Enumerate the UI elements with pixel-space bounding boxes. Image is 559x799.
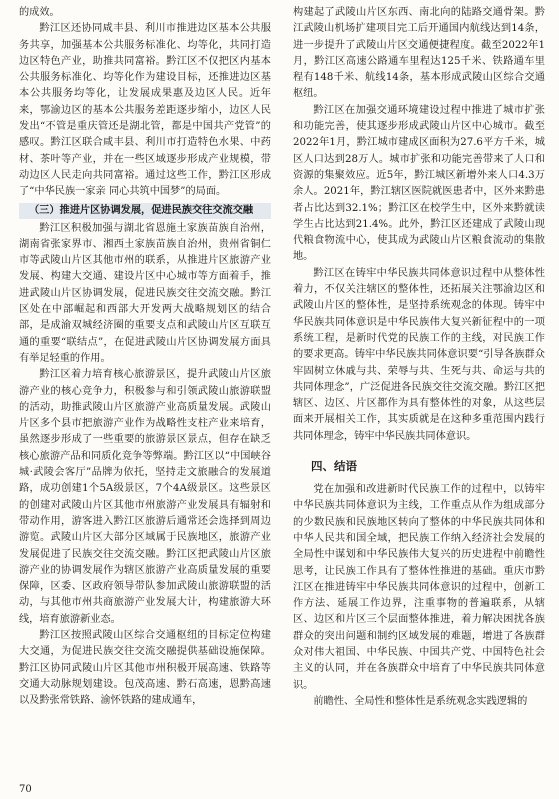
subsection-heading: （三）推进片区协调发展，促进民族交往交流交融 xyxy=(19,203,271,219)
paragraph: 黔江区着力培育核心旅游景区，提升武陵山片区旅游产业的核心竞争力，积极参与和引领武陵山旅游联盟的活动，助推武陵山片区旅游产业高质量发展。武陵山片区多个县市把旅游产业作为战略性支柱产业来培育，虽然逐步形成了一些重要的旅游景区景点，但存在缺乏核心旅游产品和同质化竞争等弊端。黔江区以“中国峡谷城·武陵会客厅”品牌为依托，坚持走文旅融合的发展道路，成功创建1个5A级景区，7个4A级景区。这些景区的创建对武陵山片区其他市州旅游产业发展具有辐射和带动作用，游客进入黔江区旅游后通常还会选择到周边游览。武陵山片区大部分区域属于民族地区，旅游产业发展促进了民族交往交流交融。黔江区把武陵山片区旅游产业的协调发展作为辖区旅游产业高质量发展的重要保障，区委、区政府领导带队参加武陵山旅游联盟的活动，与其他市州共商旅游产业发展大计，构建旅游大环线，培育旅游新业态。 xyxy=(19,369,271,625)
paragraph: 黔江区按照武陵山区综合交通枢纽的目标定位构建大交通，为促进民族交往交流交融提供基础设施保障。黔江区协同武陵山片区其他市州积极开展高速、铁路等交通大动脉规划建设。包茂高速、黔石高速，恩黔高速以及黔张常铁路、渝怀铁路的建成通车， xyxy=(19,629,271,707)
section-heading: 四、结语 xyxy=(311,459,357,474)
right-column xyxy=(293,5,545,710)
paragraph: 黔江区积极加强与湖北省恩施土家族苗族自治州，湖南省张家界市、湘西土家族苗族自治州，贵州省铜仁市等武陵山片区其他市州的联系，从推进片区旅游产业发展、构建大交通、建设片区中心城市等方面着手，推进武陵山片区协调发展，促进民族交往交流交融。黔江区处在中部崛起和西部大开发两大战略规划区的结合部，是成渝双城经济圈的重要支点和武陵山片区互联互通的重要“联结点”，在促进武陵山片区协调发展方面具有举足轻重的作用。 xyxy=(19,222,271,364)
paragraph: 前瞻性、全局性和整体性是系统观念实践逻辑的 xyxy=(313,695,528,707)
page-number: 70 xyxy=(19,784,32,795)
paragraph: 黔江区还协同咸丰县、利川市推进边区基本公共服务共享，加强基本公共服务标准化、均等化，共同打造边区特色产业，助推共同富裕。黔江区不仅把区内基本公共服务标准化、均等化作为建设目标，还推进边区基本公共服务均等化，让发展成果惠及边区人民。近年来，鄂渝边区的基本公共服务差距逐步缩小，边区人民发出“不管是重庆管还是湖北管，都是中国共产党管”的感叹。黔江区联合咸丰县、利川市打造特色水果、中药材、茶叶等产业，并在一些区域逐步形成产业规模，带动边区人民走向共同富裕。通过这些工作，黔江区形成了“中华民族一家亲 同心共筑中国梦”的局面。 xyxy=(19,23,271,198)
paragraph: 的成效。 xyxy=(19,7,60,18)
paragraph: 黔江区在铸牢中华民族共同体意识过程中从整体性着力，不仅关注辖区的整体性，还拓展关注鄂渝边区和武陵山片区的整体性，是坚持系统观念的体现。铸牢中华民族共同体意识是中华民族伟大复兴新征程中的一项系统工程，是新时代党的民族工作的主线，对民族工作的要求更高。铸牢中华民族共同体意识要“引导各族群众牢固树立休戚与共、荣辱与共、生死与共、命运与共的共同体理念”，广泛促进各民族交往交流交融。黔江区把辖区、边区、片区都作为具有整体性的对象，从这些层面来开展相关工作，其实质就是在这种多重范围内践行共同体理念，铸牢中华民族共同体意识。 xyxy=(293,267,545,442)
two-column-body xyxy=(19,5,545,710)
left-column xyxy=(19,5,271,710)
paragraph: 黔江区在加强交通环境建设过程中推进了城市扩张和功能完善，使其逐步形成武陵山片区中心城市。截至2022年1月，黔江城市建成区面积为27.6平方千米，城区人口达到28万人。城市扩张和功能完善带来了人口和资源的集聚效应。近5年，黔江城区新增外来人口4.3万余人。2021年，黔江辖区医院就医患者中，区外来黔患者占比达到32.1%；黔江区在校学生中，区外来黔就读学生占比达到21.4%。此外，黔江区还建成了武陵山现代粮食物流中心，使其成为武陵山片区粮食流动的集散地。 xyxy=(293,104,545,263)
paragraph: 构建起了武陵山片区东西、南北向的陆路交通骨架。黔江武陵山机场扩建项目完工后开通国内航线达到14条，进一步提升了武陵山片区交通便捷程度。截至2022年1月，黔江区高速公路通车里程达125千米、铁路通车里程有148千米、航线14条，基本形成武陵山区综合交通枢纽。 xyxy=(293,7,545,100)
paragraph: 党在加强和改进新时代民族工作的过程中，以铸牢中华民族共同体意识为主线，工作重点从作为组成部分的少数民族和民族地区转向了整体的中华民族共同体和中华人民共和国全域，把民族工作纳入经济社会发展的全局性中谋划和中华民族伟大复兴的历史进程中前瞻性思考，让民族工作具有了整体性推进的基础。重庆市黔江区在推进铸牢中华民族共同体意识的过程中，创新工作方法、延展工作边界，注重事物的普遍联系，从辖区、边区和片区三个层面整体推进，着力解决困扰各族群众的突出问题和制约区域发展的难题，增进了各族群众对伟大祖国、中华民族、中国共产党、中国特色社会主义的认同，并在各族群众中培育了中华民族共同体意识。 xyxy=(293,484,545,691)
